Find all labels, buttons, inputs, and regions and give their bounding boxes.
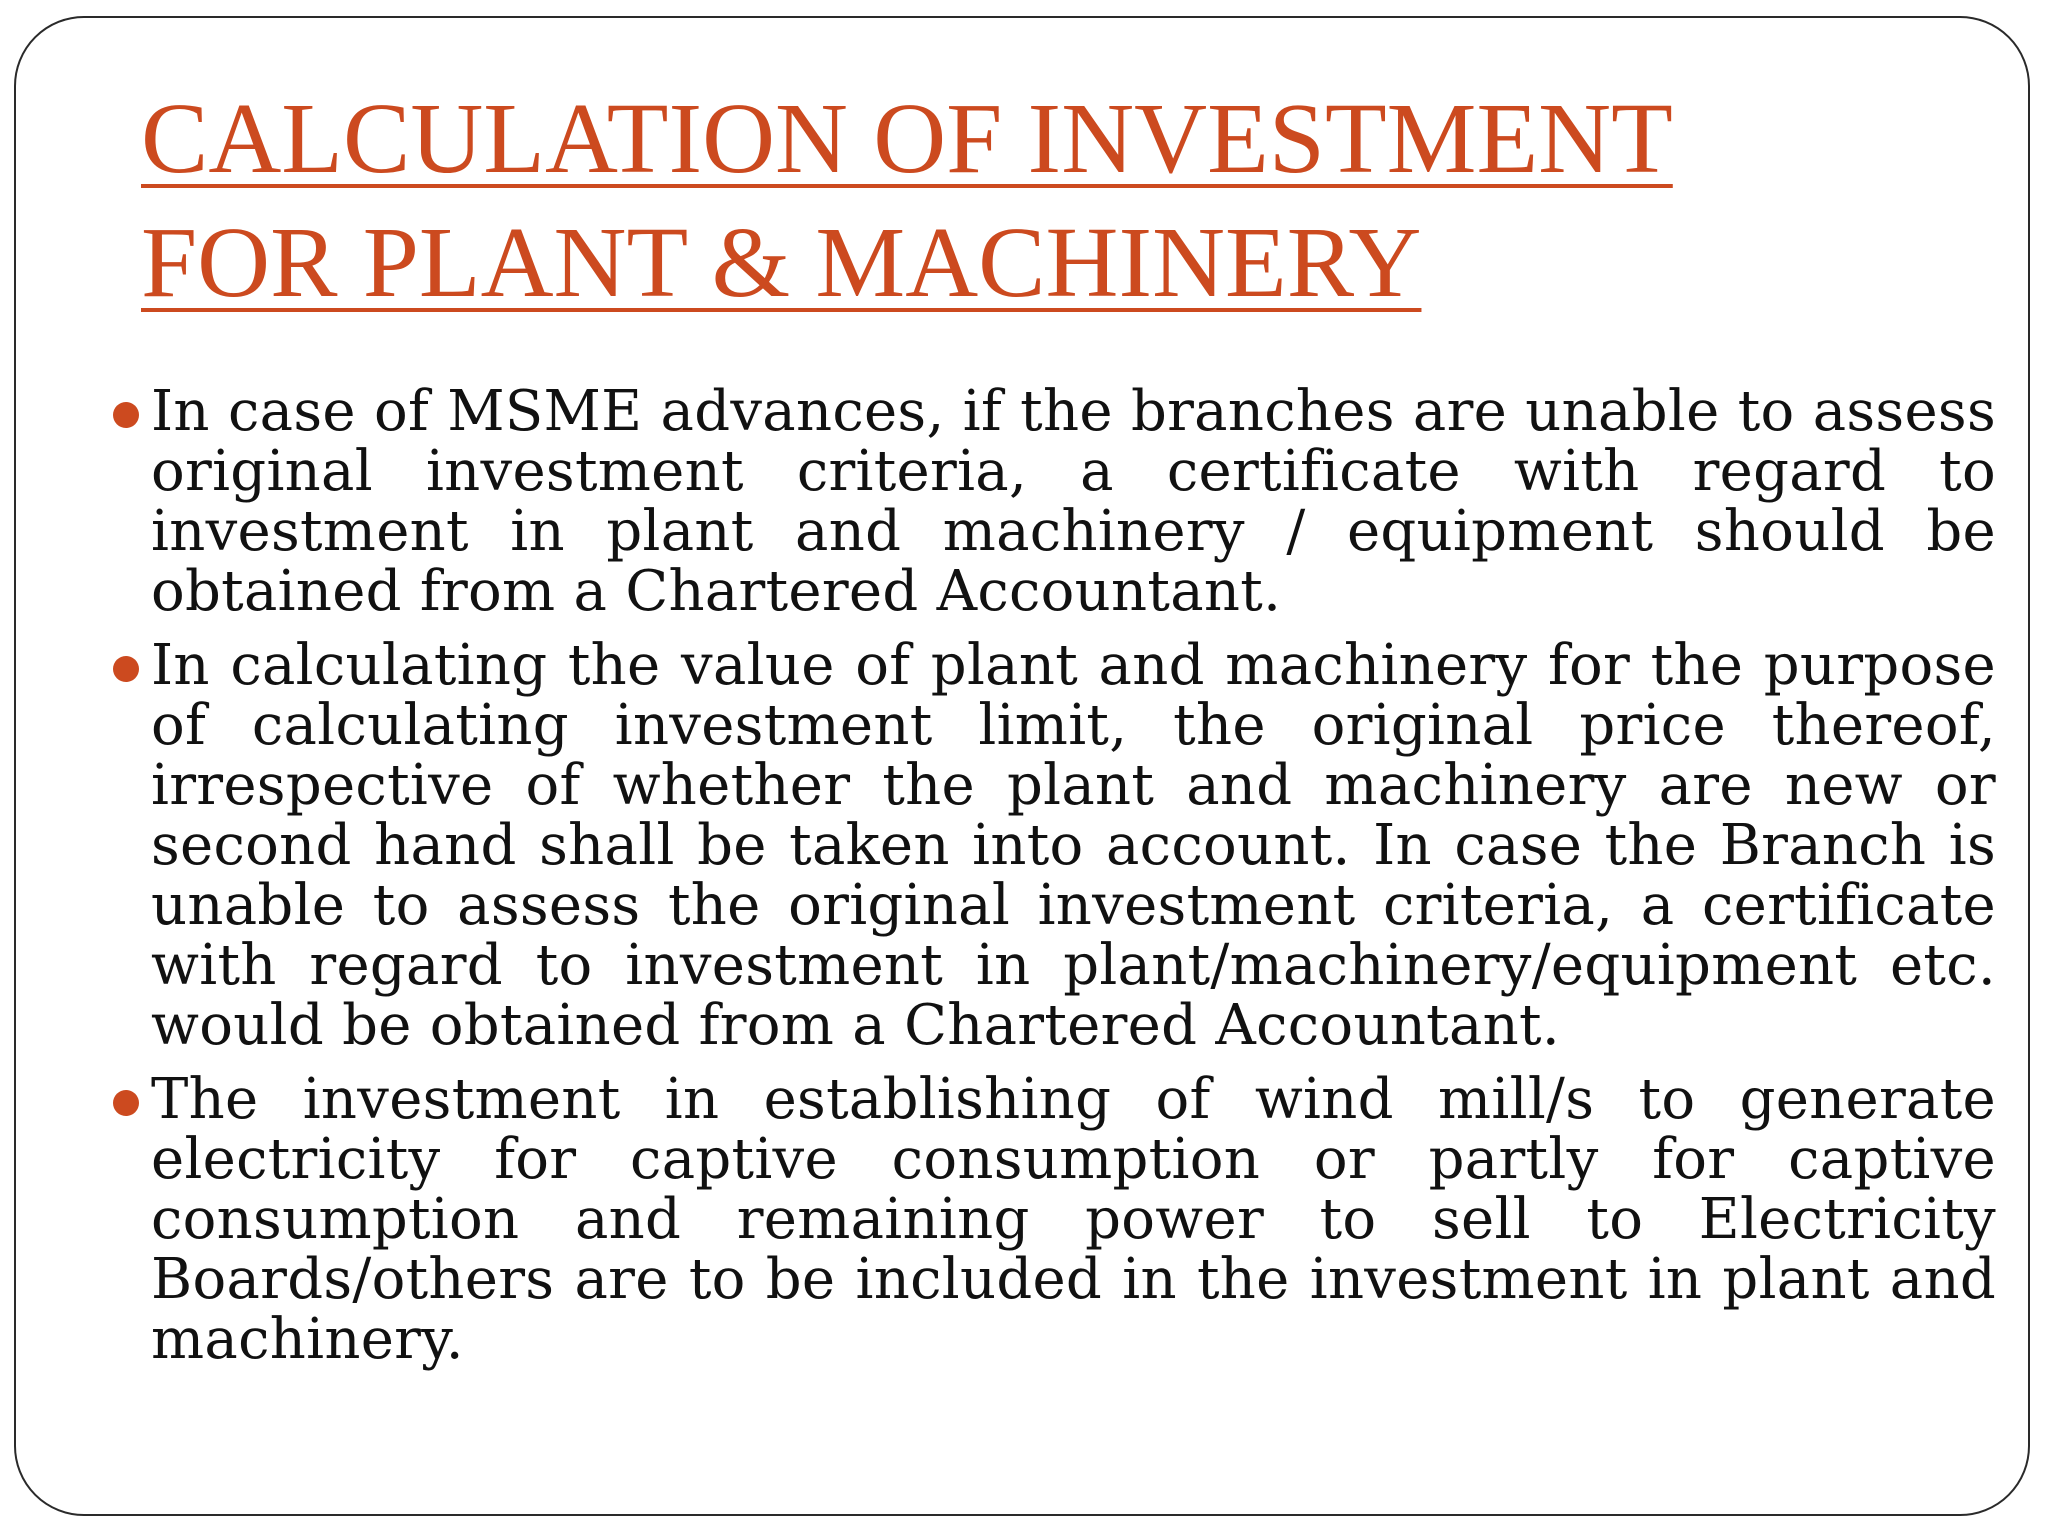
bullet-text: The investment in establishing of wind mill/s to generate electricity for captive consumption or partly for captive consumption and remaining power to sell to Electricity Boards/others are to be included in the investment in plant and machinery. — [151, 1067, 1996, 1372]
bullet-item — [151, 379, 1996, 624]
bullet-item — [151, 1067, 1996, 1372]
bullet-text: In case of MSME advances, if the branches are unable to assess original investment criteria, a certificate with regard to investment in plant and machinery / equipment should be obtained from a Chartered Accountant. — [151, 379, 1996, 624]
bullet-text: In calculating the value of plant and machinery for the purpose of calculating investment limit, the original price thereof, irrespective of whether the plant and machinery are new or second hand shall be taken into account. In case the Branch is unable to assess the original investment criteria, a certificate with regard to investment in plant/machinery/equipment etc. would be obtained from a Chartered Accountant. — [151, 633, 1996, 1058]
slide-title — [141, 76, 1961, 324]
slide-frame — [14, 16, 2030, 1516]
bullet-list — [151, 379, 1996, 1384]
slide-title-line-1: CALCULATION OF INVESTMENT — [141, 82, 1673, 194]
bullet-item — [151, 633, 1996, 1058]
bullet-dot-icon — [113, 1090, 139, 1116]
bullet-dot-icon — [113, 656, 139, 682]
bullet-dot-icon — [113, 402, 139, 428]
slide-title-line-2: FOR PLANT & MACHINERY — [141, 206, 1422, 318]
